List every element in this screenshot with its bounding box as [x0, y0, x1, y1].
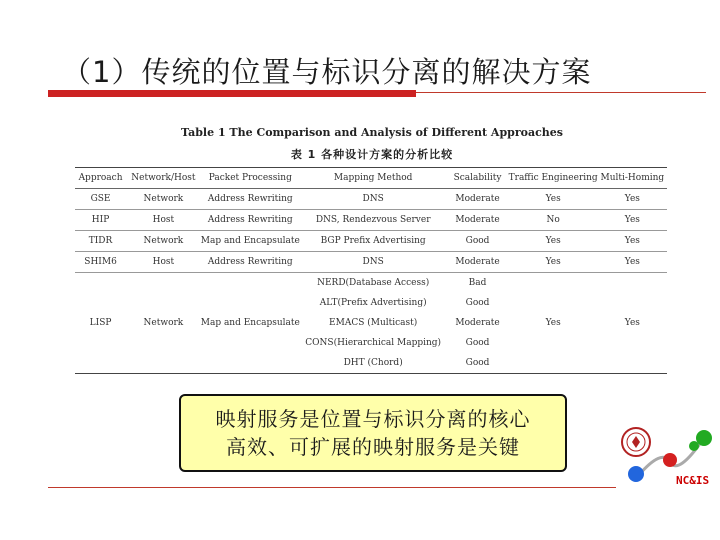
table-cell: Good	[465, 358, 490, 368]
table-caption-en: Table 1 The Comparison and Analysis of Different Approaches	[180, 126, 563, 139]
title-underline-thick	[48, 90, 416, 97]
table-cell: Address Rewriting	[207, 194, 293, 204]
table-header-row	[75, 168, 667, 189]
table-cell: Bad	[468, 278, 487, 288]
table-cell: Yes	[545, 236, 561, 246]
table-cell: CONS(Hierarchical Mapping)	[305, 338, 442, 348]
table-cell: Yes	[624, 236, 640, 246]
table-cell: Host	[152, 215, 175, 225]
table-row-hip	[75, 210, 667, 231]
table-cell: Moderate	[455, 318, 500, 328]
footer-rule	[48, 487, 616, 488]
table-cell: Yes	[545, 318, 561, 328]
header-mapping-method: Mapping Method	[333, 173, 413, 183]
table-cell: Address Rewriting	[207, 257, 293, 267]
table-cell: Map and Encapsulate	[200, 318, 300, 328]
table-cell: EMACS (Multicast)	[329, 318, 418, 328]
table-cell: Network	[143, 236, 184, 246]
comparison-table	[75, 167, 667, 374]
table-cell: NERD(Database Access)	[317, 278, 430, 288]
table-cell: Good	[465, 298, 490, 308]
university-seal-icon	[622, 428, 650, 456]
header-multi-homing: Multi-Homing	[600, 173, 665, 183]
header-packet-processing: Packet Processing	[208, 173, 292, 183]
table-cell: Network	[143, 318, 184, 328]
table-cell: Good	[465, 236, 490, 246]
table-cell: DHT (Chord)	[343, 358, 403, 368]
table-cell: Host	[152, 257, 175, 267]
key-point-callout	[179, 394, 567, 472]
table-cell: Moderate	[455, 194, 500, 204]
header-approach: Approach	[78, 173, 123, 183]
comparison-table-container	[75, 167, 667, 374]
lab-logo-text: NC&IS	[676, 474, 710, 487]
table-cell: HIP	[91, 215, 110, 225]
table-cell: Yes	[624, 318, 640, 328]
table-cell: GSE	[90, 194, 111, 204]
table-cell: Yes	[545, 257, 561, 267]
table-cell: Moderate	[455, 257, 500, 267]
table-cell: SHIM6	[84, 257, 117, 267]
table-cell: Moderate	[455, 215, 500, 225]
table-cell: Yes	[545, 194, 561, 204]
table-caption-cn: 表 1 各种设计方案的分析比较	[290, 148, 454, 161]
callout-line-2: 高效、可扩展的映射服务是关键	[226, 435, 520, 459]
table-row-lisp	[75, 273, 667, 294]
table-cell: DNS	[362, 194, 384, 204]
header-scalability: Scalability	[453, 173, 502, 183]
table-cell: Network	[143, 194, 184, 204]
table-row-shim6	[75, 252, 667, 273]
table-cell: BGP Prefix Advertising	[320, 236, 426, 246]
table-cell: Yes	[624, 215, 640, 225]
table-cell: LISP	[89, 318, 112, 328]
table-cell: Yes	[624, 194, 640, 204]
table-cell: DNS, Rendezvous Server	[315, 215, 431, 225]
table-cell: Good	[465, 338, 490, 348]
table-cell: ALT(Prefix Advertising)	[319, 298, 427, 308]
header-network-host: Network/Host	[131, 173, 196, 183]
table-cell: No	[546, 215, 560, 225]
table-row-tidr	[75, 231, 667, 252]
table-cell: Map and Encapsulate	[200, 236, 300, 246]
table-cell: DNS	[362, 257, 384, 267]
slide-title: （1）传统的位置与标识分离的解决方案	[62, 55, 592, 89]
header-traffic-engineering: Traffic Engineering	[508, 173, 598, 183]
callout-line-1: 映射服务是位置与标识分离的核心	[215, 407, 531, 431]
table-cell: Address Rewriting	[207, 215, 293, 225]
table-cell: Yes	[624, 257, 640, 267]
table-row-gse	[75, 189, 667, 210]
table-cell: TIDR	[88, 236, 113, 246]
